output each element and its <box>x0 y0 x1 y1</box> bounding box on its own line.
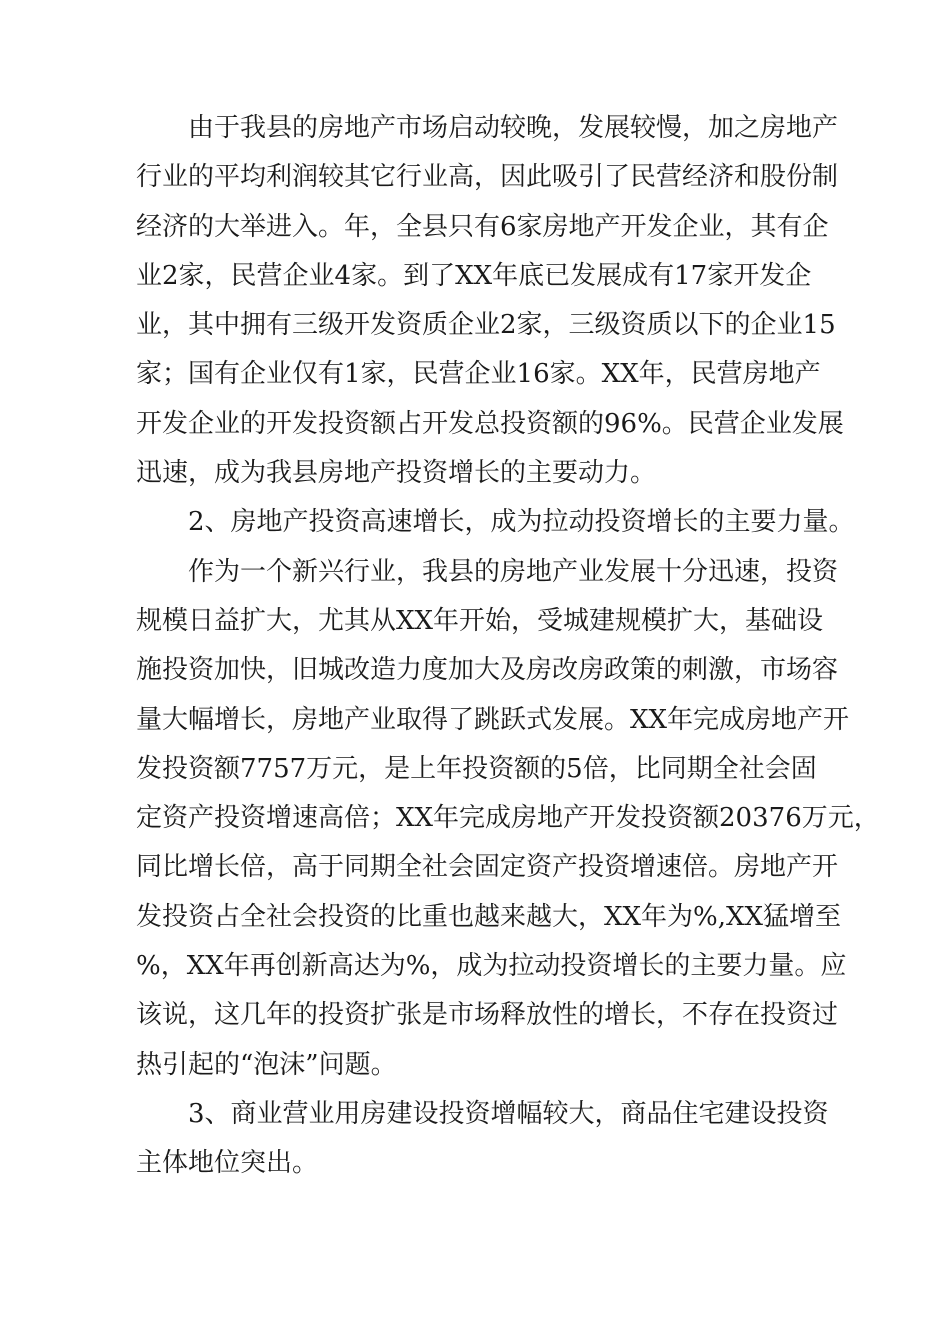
text-line: 量大幅增长，房地产业取得了跳跃式发展。XX年完成房地产开 <box>136 704 850 735</box>
text-line: %，XX年再创新高达为%，成为拉动投资增长的主要力量。应 <box>136 951 847 982</box>
text-line: 家；国有企业仅有1家，民营企业16家。XX年，民营房地产 <box>136 359 821 390</box>
text-line: 同比增长倍，高于同期全社会固定资产投资增速倍。房地产开 <box>136 852 839 883</box>
text-line: 热引起的“泡沫”问题。 <box>136 1049 397 1080</box>
text-line: 发投资占全社会投资的比重也越来越大，XX年为%,XX猛增至 <box>136 901 842 932</box>
text-line: 定资产投资增速高倍；XX年完成房地产开发投资额20376万元， <box>136 803 880 834</box>
text-line: 作为一个新兴行业，我县的房地产业发展十分迅速，投资 <box>188 556 839 587</box>
text-line: 迅速，成为我县房地产投资增长的主要动力。 <box>136 458 657 489</box>
text-line: 该说，这几年的投资扩张是市场释放性的增长，不存在投资过 <box>136 1000 839 1031</box>
text-line: 业，其中拥有三级开发资质企业2家，三级资质以下的企业15 <box>136 310 836 341</box>
section-heading: 3、商业营业用房建设投资增幅较大，商品住宅建设投资 <box>188 1098 829 1129</box>
text-line: 施投资加快，旧城改造力度加大及房改房政策的刺激，市场容 <box>136 655 839 686</box>
text-line: 开发企业的开发投资额占开发总投资额的96%。民营企业发展 <box>136 408 844 439</box>
text-line: 行业的平均利润较其它行业高，因此吸引了民营经济和股份制 <box>136 162 839 193</box>
text-line: 经济的大举进入。年，全县只有6家房地产开发企业，其有企 <box>136 211 829 242</box>
text-line: 由于我县的房地产市场启动较晚，发展较慢，加之房地产 <box>188 113 839 143</box>
text-line: 规模日益扩大，尤其从XX年开始，受城建规模扩大，基础设 <box>136 605 824 636</box>
text-line: 主体地位突出。 <box>136 1148 319 1179</box>
document-body <box>136 104 880 1189</box>
section-heading: 2、房地产投资高速增长，成为拉动投资增长的主要力量。 <box>188 507 855 538</box>
text-line: 业2家，民营企业4家。到了XX年底已发展成有17家开发企 <box>136 260 812 291</box>
text-line: 发投资额7757万元，是上年投资额的5倍，比同期全社会固 <box>136 753 817 784</box>
